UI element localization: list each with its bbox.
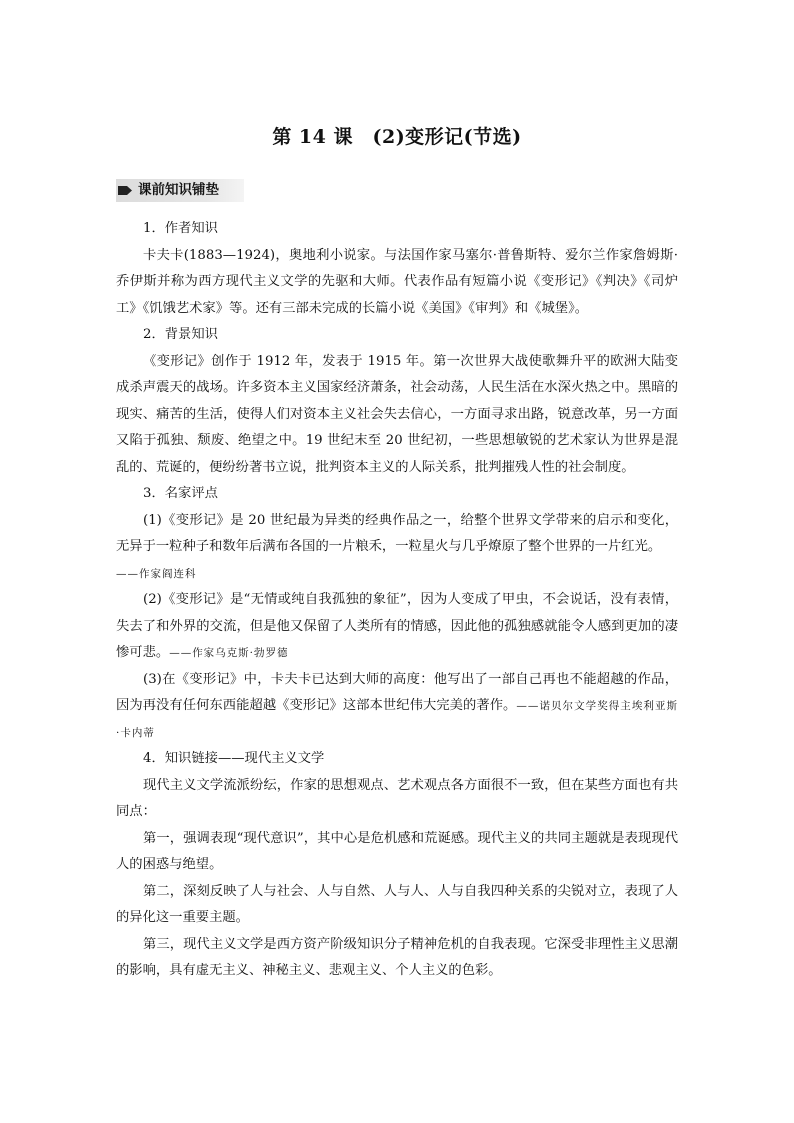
modernism-point-2: 第二，深刻反映了人与社会、人与自然、人与人、人与自我四种关系的尖锐对立，表现了人的异化这一重要主题。 [116, 883, 678, 925]
heading-author-knowledge: 1．作者知识 [143, 221, 218, 236]
comment-2 [116, 587, 678, 667]
comment-1-attribution: ——作家阎连科 [116, 567, 197, 580]
heading-background-knowledge: 2．背景知识 [143, 327, 218, 342]
comment-1-text: (1)《变形记》是 20 世纪最为异类的经典作品之一，给整个世界文学带来的启示和变化，无异于一粒种子和数年后满布各国的一片粮禾，一粒星火与几乎燎原了整个世界的一片红光。 [116, 512, 678, 554]
modernism-point-1: 第一，强调表现“现代意识”，其中心是危机感和荒诞感。现代主义的共同主题就是表现现代人的困惑与绝望。 [116, 830, 678, 872]
heading-famous-comments: 3．名家评点 [143, 486, 218, 501]
heading-knowledge-link: 4．知识链接——现代主义文学 [143, 751, 325, 766]
arrow-icon [118, 185, 132, 196]
comment-3-attribution: ——诺贝尔文学奖得主埃利亚斯·卡内蒂 [116, 700, 679, 739]
background-paragraph: 《变形记》创作于 1912 年，发表于 1915 年。第一次世界大战使歌舞升平的欧洲大陆变成杀声震天的战场。许多资本主义国家经济萧条，社会动荡，人民生活在水深火热之中。黑暗的现实、痛苦的生活，使得人们对资本主义社会失去信心，一方面寻求出路，锐意改革，另一方面又陷于孤独、颓废、绝望之中。19 世纪末至 20 世纪初，一些思想敏锐的艺术家认为世界是混乱的、荒诞的，便纷纷著书立说，批判资本主义的人际关系，批判摧残人性的社会制度。 [116, 353, 678, 475]
author-paragraph: 卡夫卡(1883—1924)，奥地利小说家。与法国作家马塞尔·普鲁斯特、爱尔兰作家詹姆斯·乔伊斯并称为西方现代主义文学的先驱和大师。代表作品有短篇小说《变形记》《判决》《司炉工》《饥饿艺术家》等。还有三部未完成的长篇小说《美国》《审判》和《城堡》。 [116, 247, 678, 316]
section-tag [116, 179, 244, 202]
comment-2-attribution: ——作家乌克斯·勃罗德 [169, 647, 289, 659]
comment-2-text: (2)《变形记》是“无情或纯自我孤独的象征”，因为人变成了甲虫，不会说话，没有表情，失去了和外界的交流，但是他又保留了人类所有的情感，因此他的孤独感就能令人感到更加的凄惨可悲。 [116, 592, 678, 660]
section-tag-label: 课前知识铺垫 [138, 182, 219, 198]
document-page [116, 116, 678, 985]
comment-3-text: (3)在《变形记》中，卡夫卡已达到大师的高度：他写出了一部自己再也不能超越的作品，因为再没有任何东西能超越《变形记》这部本世纪伟大完美的著作。 [116, 671, 678, 713]
modernism-intro-paragraph: 现代主义文学流派纷纭，作家的思想观点、艺术观点各方面很不一致，但在某些方面也有共同点： [116, 777, 678, 819]
lesson-title: 第 14 课 (2)变形记(节选) [272, 126, 522, 148]
modernism-point-3: 第三，现代主义文学是西方资产阶级知识分子精神危机的自我表现。它深受非理性主义思潮的影响，具有虚无主义、神秘主义、悲观主义、个人主义的色彩。 [116, 936, 678, 978]
comment-3 [116, 667, 678, 747]
